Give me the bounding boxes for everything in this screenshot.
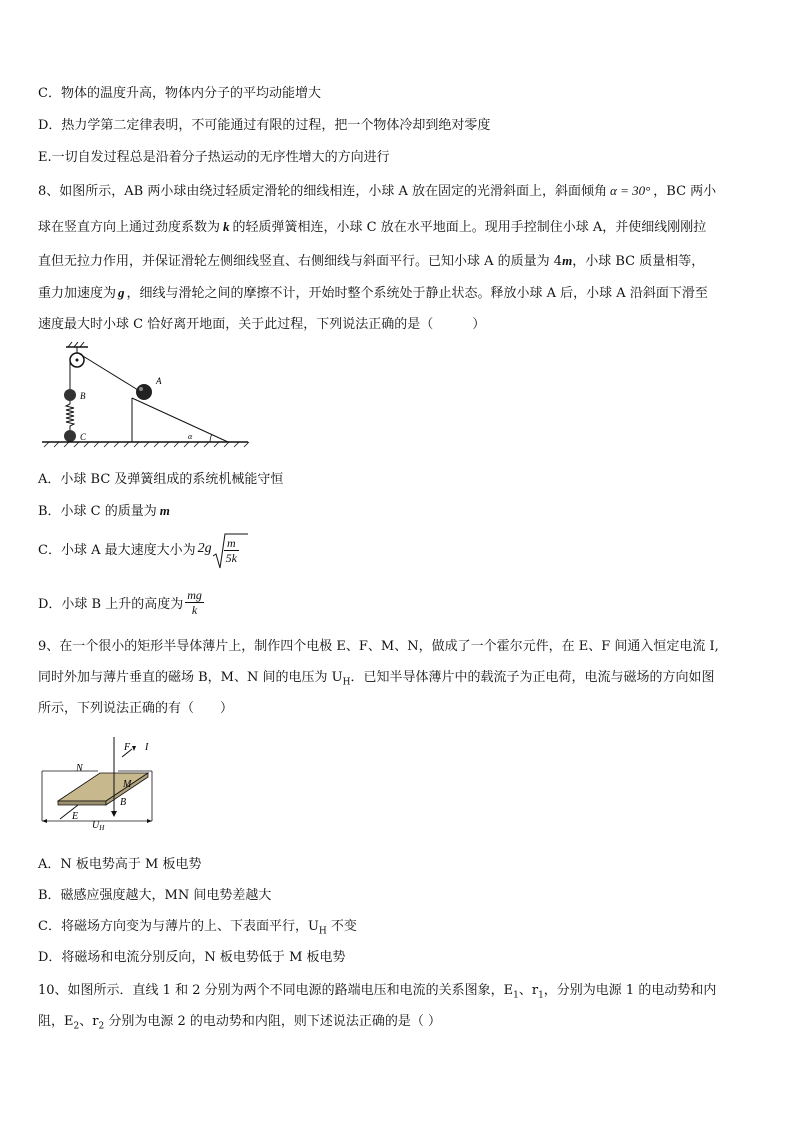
svg-text:C: C	[80, 432, 87, 442]
svg-text:N: N	[76, 763, 83, 774]
q9-option-d: D．将磁场和电流分别反向，N 板电势低于 M 板电势	[38, 950, 346, 965]
q8-option-b: B．小球 C 的质量为 m	[38, 503, 170, 519]
q8-option-a: A．小球 BC 及弹簧组成的系统机械能守恒	[38, 472, 284, 487]
q8-option-c: C．小球 A 最大速度大小为 2g $\frac{m}{5k}$	[38, 532, 239, 565]
svg-text:E: E	[72, 811, 79, 822]
q8-stem-line4: 重力加速度为 g ，细线与滑轮之间的摩擦不计，开始时整个系统处于静止状态。释放小球 A 后，小球 A 沿斜面下滑至	[38, 285, 708, 301]
svg-text:M: M	[123, 779, 132, 790]
svg-text:A: A	[156, 376, 162, 386]
sqrt-expression: $\frac{m}{5k}$	[212, 532, 239, 565]
q9-stem-line1: 9、在一个很小的矩形半导体薄片上，制作四个电极 E、F、M、N，做成了一个霍尔元件，在 E、F 间通入恒定电流 I,	[38, 639, 719, 654]
q9-stem-line2: 同时外加与薄片垂直的磁场 B，M、N 间的电压为 $U_H$．已知半导体薄片中的载流子为正电荷，电流与磁场的方向如图	[38, 670, 715, 688]
q8-stem-line2: 球在竖直方向上通过劲度系数为 k 的轻质弹簧相连，小球 C 放在水平地面上。现用手控制住小球 A，并使细线刚刚拉	[38, 219, 707, 235]
ball-a	[136, 384, 152, 400]
q10-stem-line2: 阻，$E_2$、$r_2$ 分别为电源 2 的电动势和内阻，则下述说法正确的是（ ）	[38, 1014, 441, 1032]
q8-stem-line3: 直但无拉力作用，并保证滑轮左侧细线竖直、右侧细线与斜面平行。已知小球 A 的质量为 4m，小球 BC 质量相等，	[38, 253, 705, 269]
q7-option-c: C．物体的温度升高，物体内分子的平均动能增大	[38, 86, 321, 101]
spring	[66, 401, 74, 430]
q8-option-d: D．小球 B 上升的高度为 $\frac{mg}{k}$	[38, 588, 202, 617]
q7-option-d: D．热力学第二定律表明，不可能通过有限的过程，把一个物体冷却到绝对零度	[38, 118, 491, 133]
q9-option-b: B．磁感应强度越大，MN 间电势差越大	[38, 888, 272, 903]
svg-text:I: I	[145, 742, 149, 753]
q8-stem-line1: 8、如图所示，AB 两小球由绕过轻质定滑轮的细线相连，小球 A 放在固定的光滑斜面上，斜面倾角 α = 30° ，BC 两小	[38, 183, 717, 199]
q8-stem-line5: 速度最大时小球 C 恰好离开地面，关于此过程，下列说法正确的是（ ）	[38, 317, 486, 332]
q9-option-a: A．N 板电势高于 M 板电势	[38, 857, 202, 872]
angle-expression: α = 30°	[610, 183, 651, 198]
q9-stem-line3: 所示，下列说法正确的有（ ）	[38, 701, 234, 716]
svg-text:B: B	[120, 797, 127, 808]
svg-text:F: F	[124, 742, 131, 753]
ball-b	[64, 389, 76, 401]
q7-option-e: E.一切自发过程总是沿着分子热运动的无序性增大的方向进行	[38, 150, 390, 165]
svg-text:UH: $U_H$	[92, 820, 105, 830]
ball-c	[64, 430, 76, 442]
svg-text:B: B	[80, 391, 86, 401]
q10-stem-line1: 10、如图所示．直线 1 和 2 分别为两个不同电源的路端电压和电流的关系图象，$E_1$、$r_1$，分别为电源 1 的电动势和内	[38, 983, 717, 1001]
hall-element-figure	[38, 735, 158, 830]
semiconductor-plate	[58, 773, 148, 801]
pulley-incline-figure	[40, 340, 252, 450]
svg-text:α: α	[188, 432, 193, 441]
q9-option-c: C．将磁场方向变为与薄片的上、下表面平行，$U_H$ 不变	[38, 919, 357, 937]
